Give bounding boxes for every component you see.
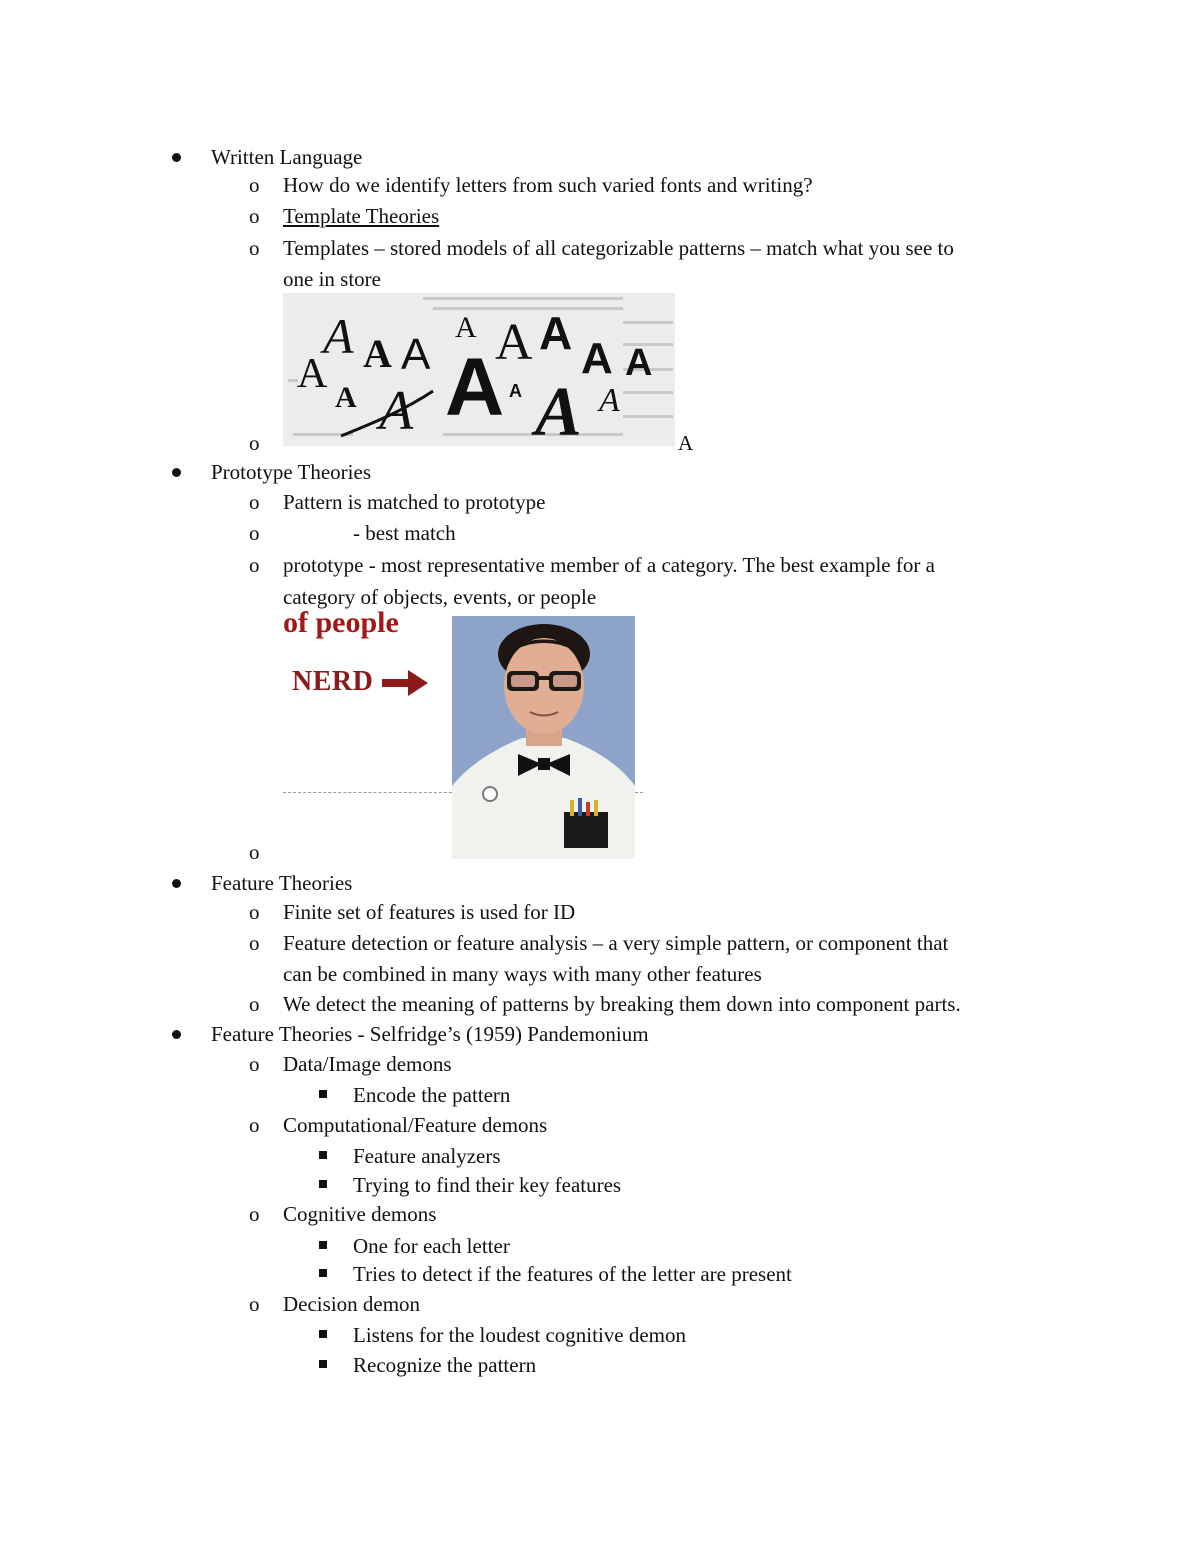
demon-detail-text: Trying to find their key features [353, 1173, 622, 1197]
demon-detail-text: Encode the pattern [353, 1083, 511, 1107]
square-bullet [319, 1269, 327, 1277]
heading-feature-theories: Feature Theories [211, 871, 353, 895]
demon-detail-text: Listens for the loudest cognitive demon [353, 1323, 687, 1347]
demon-group-label: Data/Image demons [283, 1052, 452, 1076]
sub-bullet-marker: o [249, 1202, 260, 1226]
sub-item-continuation: can be combined in many ways with many other features [283, 962, 762, 986]
letter-a-glyph: A [323, 308, 354, 364]
letter-a-glyph: A [401, 330, 431, 379]
letter-variants-image [283, 293, 675, 451]
sub-bullet-marker: o [249, 521, 260, 545]
sub-item-text: Feature detection or feature analysis – a very simple pattern, or component that [283, 931, 949, 955]
bullet-dot [172, 879, 181, 888]
letter-a-glyph: A [297, 351, 328, 397]
demon-detail-text: Tries to detect if the features of the letter are present [353, 1262, 792, 1286]
demon-detail-text: Feature analyzers [353, 1144, 501, 1168]
demon-group-label: Cognitive demons [283, 1202, 437, 1226]
heading-pandemonium: Feature Theories - Selfridge’s (1959) Pandemonium [211, 1022, 649, 1046]
sub-item-text: Template Theories [283, 204, 440, 228]
sub-bullet-marker: o [249, 992, 260, 1016]
letter-variants-drawing [283, 293, 675, 451]
sub-item-text: Finite set of features is used for ID [283, 900, 576, 924]
nerd-label: NERD [292, 666, 374, 697]
sub-item-continuation: category of objects, events, or people [283, 585, 597, 609]
nerd-photo-drawing [452, 616, 635, 859]
trailing-letter: A [678, 431, 694, 455]
letter-a-glyph: A [455, 311, 477, 344]
letter-a-glyph: A [509, 381, 522, 401]
sub-bullet-marker: o [249, 173, 260, 197]
letter-a-glyph: A [599, 382, 620, 419]
heading-prototype-theories: Prototype Theories [211, 460, 372, 484]
letter-a-glyph: A [581, 334, 613, 383]
letter-a-glyph: A [535, 374, 582, 451]
letter-a-glyph: A [335, 381, 357, 414]
sub-bullet-marker: o [249, 490, 260, 514]
sub-item-continuation: one in store [283, 267, 381, 291]
square-bullet [319, 1090, 327, 1098]
square-bullet [319, 1360, 327, 1368]
demon-group-label: Decision demon [283, 1292, 421, 1316]
nerd-prototype-photo [452, 616, 635, 859]
demon-detail-text: One for each letter [353, 1234, 510, 1258]
square-bullet [319, 1330, 327, 1338]
square-bullet [319, 1241, 327, 1249]
square-bullet [319, 1151, 327, 1159]
cropped-slide-text: of people [283, 606, 399, 639]
heading-written-language: Written Language [211, 145, 363, 169]
letter-a-glyph: A [495, 314, 533, 371]
sub-item-text: How do we identify letters from such varied fonts and writing? [283, 173, 813, 197]
bullet-dot [172, 153, 181, 162]
sub-bullet-marker: o [249, 931, 260, 955]
sub-item-text: - best match [353, 521, 456, 545]
sub-bullet-marker: o [249, 431, 260, 455]
letter-a-glyph: A [539, 307, 573, 359]
letter-a-glyph: A [363, 331, 392, 376]
sub-bullet-marker: o [249, 900, 260, 924]
image-anchor-handle[interactable] [482, 786, 498, 802]
bullet-dot [172, 468, 181, 477]
letter-a-glyph: A [379, 380, 414, 442]
arrow-right-icon [382, 670, 430, 696]
demon-group-label: Computational/Feature demons [283, 1113, 548, 1137]
letter-a-glyph: A [445, 342, 505, 433]
sub-item-text: prototype - most representative member of a category. The best example for a [283, 553, 935, 577]
sub-bullet-marker: o [249, 840, 260, 864]
bullet-dot [172, 1030, 181, 1039]
sub-bullet-marker: o [249, 1292, 260, 1316]
sub-bullet-marker: o [249, 553, 260, 577]
demon-detail-text: Recognize the pattern [353, 1353, 537, 1377]
sub-item-text: Templates – stored models of all categorizable patterns – match what you see to [283, 236, 954, 260]
sub-bullet-marker: o [249, 1052, 260, 1076]
sub-bullet-marker: o [249, 204, 260, 228]
letter-a-glyph: A [625, 342, 653, 384]
sub-bullet-marker: o [249, 1113, 260, 1137]
sub-item-text: Pattern is matched to prototype [283, 490, 546, 514]
sub-bullet-marker: o [249, 236, 260, 260]
sub-item-text: We detect the meaning of patterns by breaking them down into component parts. [283, 992, 961, 1016]
square-bullet [319, 1180, 327, 1188]
